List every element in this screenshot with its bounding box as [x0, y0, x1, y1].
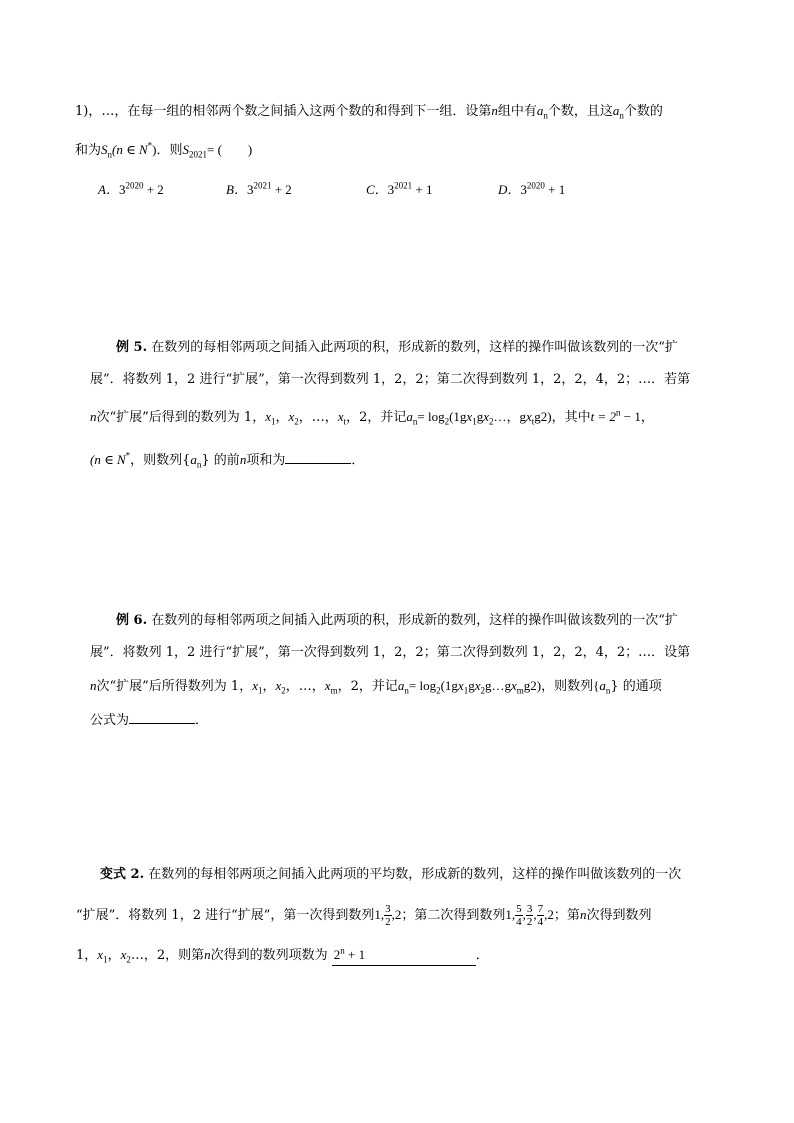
var2-line1: 变式 2. 在数列的每相邻两项之间插入此两项的平均数，形成新的数列，这样的操作叫做该数列的一次: [100, 867, 682, 882]
var2-line2: “扩展”．将数列 1，2 进行“扩展”，第一次得到数列1, $\frac{3}{2}$ ,2；第二次得到数列1, $\frac{5}{4}$ , $\frac{3}{2}$ , $\frac{7}{4}$ ,2；第n次得到数列: [76, 903, 652, 928]
var2-line3: 1，$x_1$，$x_2\dots$，2，则第n次得到的数列项数为 $2^n + 1$ ．: [76, 945, 489, 965]
q4-option-b[interactable]: B．$3^{2021} + 2$: [226, 180, 292, 197]
fraction-7-4: $\frac{7}{4}$: [537, 903, 544, 928]
ex6-line1: 例 6. 在数列的每相邻两项之间插入此两项的积，形成新的数列，这样的操作叫做该数列的一次“扩: [116, 613, 678, 628]
ex5-answer-blank[interactable]: [285, 450, 351, 464]
ex5-line1: 例 5. 在数列的每相邻两项之间插入此两项的积，形成新的数列，这样的操作叫做该数列的一次“扩: [116, 340, 678, 355]
fraction-3-2b: $\frac{3}{2}$: [526, 903, 533, 928]
ex5-line3: n次“扩展”后得到的数列为 1，$x_1$，$x_2$，…，$x_t$，2，并记$a_n=$ $\log_2(1gx_1gx_2\dots$，$gx_tg2$)，其中$t = 2^n - 1$，: [90, 407, 654, 427]
ex5-line4: (n ∈ N*，则数列$\{a_n\}$ 的前n项和为 ．: [90, 450, 365, 470]
fraction-3-2: $\frac{3}{2}$: [385, 903, 391, 928]
ex5-line2: 展”．将数列 1，2 进行“扩展”，第一次得到数列 1，2，2；第二次得到数列 1，2，2，4，2；…．若第: [90, 372, 691, 387]
ex6-line3: n次“扩展”后所得数列为 1，$x_1$，$x_2$，…，$x_m$，2，并记$a_n=$ $\log_2(1gx_1gx_2g\dots gx_mg2)$，则数列$\{a_n\}$ 的通项: [90, 678, 662, 696]
ex6-line4: 公式为 ．: [90, 710, 208, 730]
q4-option-d[interactable]: D．$3^{2020} + 1$: [498, 180, 566, 197]
var2-answer-field[interactable]: $2^n + 1$: [332, 946, 476, 966]
ex6-answer-blank[interactable]: [129, 710, 195, 724]
q4-line1: 1)，…，在每一组的相邻两个数之间插入这两个数的和得到下一组．设第n组中有$a_n$个数，且这$a_n$个数的: [75, 103, 663, 121]
q4-option-c[interactable]: C．$3^{2021} + 1$: [366, 180, 433, 197]
fraction-5-4: $\frac{5}{4}$: [516, 903, 522, 928]
q4-line2: 和为$S_n(n$ ∈ N*)．则$S_{2021}=$ ( ): [75, 140, 253, 160]
ex6-line2: 展”．将数列 1，2 进行“扩展”，第一次得到数列 1，2，2；第二次得到数列 1，2，2，4，2；…．设第: [90, 645, 691, 660]
q4-option-a[interactable]: A．$3^{2020} + 2$: [98, 180, 164, 197]
